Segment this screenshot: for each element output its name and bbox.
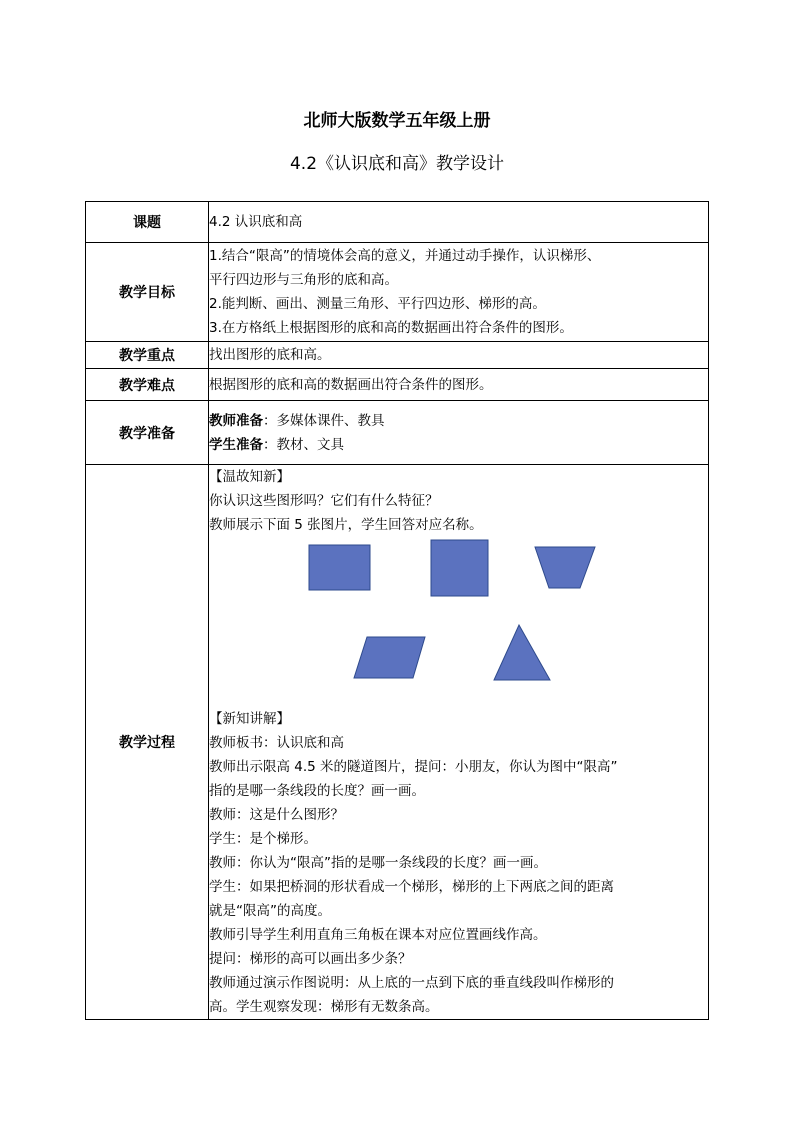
new-heading: 【新知讲解】 (209, 711, 290, 727)
lesson-plan-table (85, 201, 709, 1020)
table-row-prep (86, 401, 709, 465)
process-content (209, 465, 709, 1020)
goals-line: 1.结合“限高”的情境体会高的意义，并通过动手操作，认识梯形、 (209, 248, 601, 264)
goals-line: 3.在方格纸上根据图形的底和高的数据画出符合条件的图形。 (209, 320, 573, 336)
table-row-difficulty (86, 369, 709, 401)
key-label: 教学重点 (86, 342, 209, 369)
process-label: 教学过程 (86, 465, 209, 1020)
student-prep-value: ：教材、文具 (263, 436, 344, 453)
difficulty-value: 根据图形的底和高的数据画出符合条件的图形。 (209, 369, 709, 401)
difficulty-label: 教学难点 (86, 369, 209, 401)
new-line: 提问：梯形的高可以画出多少条？ (209, 951, 412, 967)
goals-line: 2.能判断、画出、测量三角形、平行四边形、梯形的高。 (209, 296, 546, 312)
new-line: 教师：这是什么图形？ (209, 807, 344, 823)
prep-label: 教学准备 (86, 401, 209, 465)
prep-content (209, 401, 709, 465)
new-line: 就是“限高”的高度。 (209, 903, 331, 919)
topic-label: 课题 (86, 202, 209, 243)
teacher-prep-value: ：多媒体课件、教具 (263, 412, 385, 429)
goals-label: 教学目标 (86, 243, 209, 342)
table-row-topic (86, 202, 709, 243)
parallelogram-shape (354, 637, 425, 678)
square-shape (431, 540, 488, 596)
new-line: 高。学生观察发现：梯形有无数条高。 (209, 999, 439, 1015)
table-row-key (86, 342, 709, 369)
topic-value: 4.2 认识底和高 (209, 202, 709, 243)
shapes-svg (209, 537, 699, 707)
new-line: 教师：你认为“限高”指的是哪一条线段的长度？画一画。 (209, 855, 547, 871)
page-subtitle: 4.2《认识底和高》教学设计 (289, 154, 505, 174)
goals-content (209, 243, 709, 342)
new-line: 指的是哪一条线段的长度？画一画。 (209, 783, 425, 799)
student-prep-label: 学生准备 (209, 436, 263, 453)
teacher-prep-label: 教师准备 (209, 412, 263, 429)
triangle-shape (494, 625, 550, 680)
new-line: 教师引导学生利用直角三角板在课本对应位置画线作高。 (209, 927, 547, 943)
trapezoid-shape (535, 547, 595, 588)
teacher-prep (209, 409, 708, 433)
rectangle-shape (309, 545, 370, 590)
review-line: 你认识这些图形吗？它们有什么特征？ (209, 493, 439, 509)
shapes-figure (209, 537, 708, 707)
page-title: 北师大版数学五年级上册 (303, 111, 491, 131)
key-value: 找出图形的底和高。 (209, 342, 709, 369)
student-prep (209, 433, 708, 457)
new-line: 学生：如果把桥洞的形状看成一个梯形，梯形的上下两底之间的距离 (209, 879, 614, 895)
new-line: 教师通过演示作图说明：从上底的一点到下底的垂直线段叫作梯形的 (209, 975, 614, 991)
review-heading: 【温故知新】 (209, 469, 290, 485)
new-line: 学生：是个梯形。 (209, 831, 317, 847)
new-line: 教师板书：认识底和高 (209, 735, 344, 751)
goals-line: 平行四边形与三角形的底和高。 (209, 272, 398, 288)
table-row-goals (86, 243, 709, 342)
new-line: 教师出示限高 4.5 米的隧道图片，提问：小朋友，你认为图中“限高” (209, 759, 618, 775)
table-row-process (86, 465, 709, 1020)
review-line: 教师展示下面 5 张图片，学生回答对应名称。 (209, 517, 483, 533)
